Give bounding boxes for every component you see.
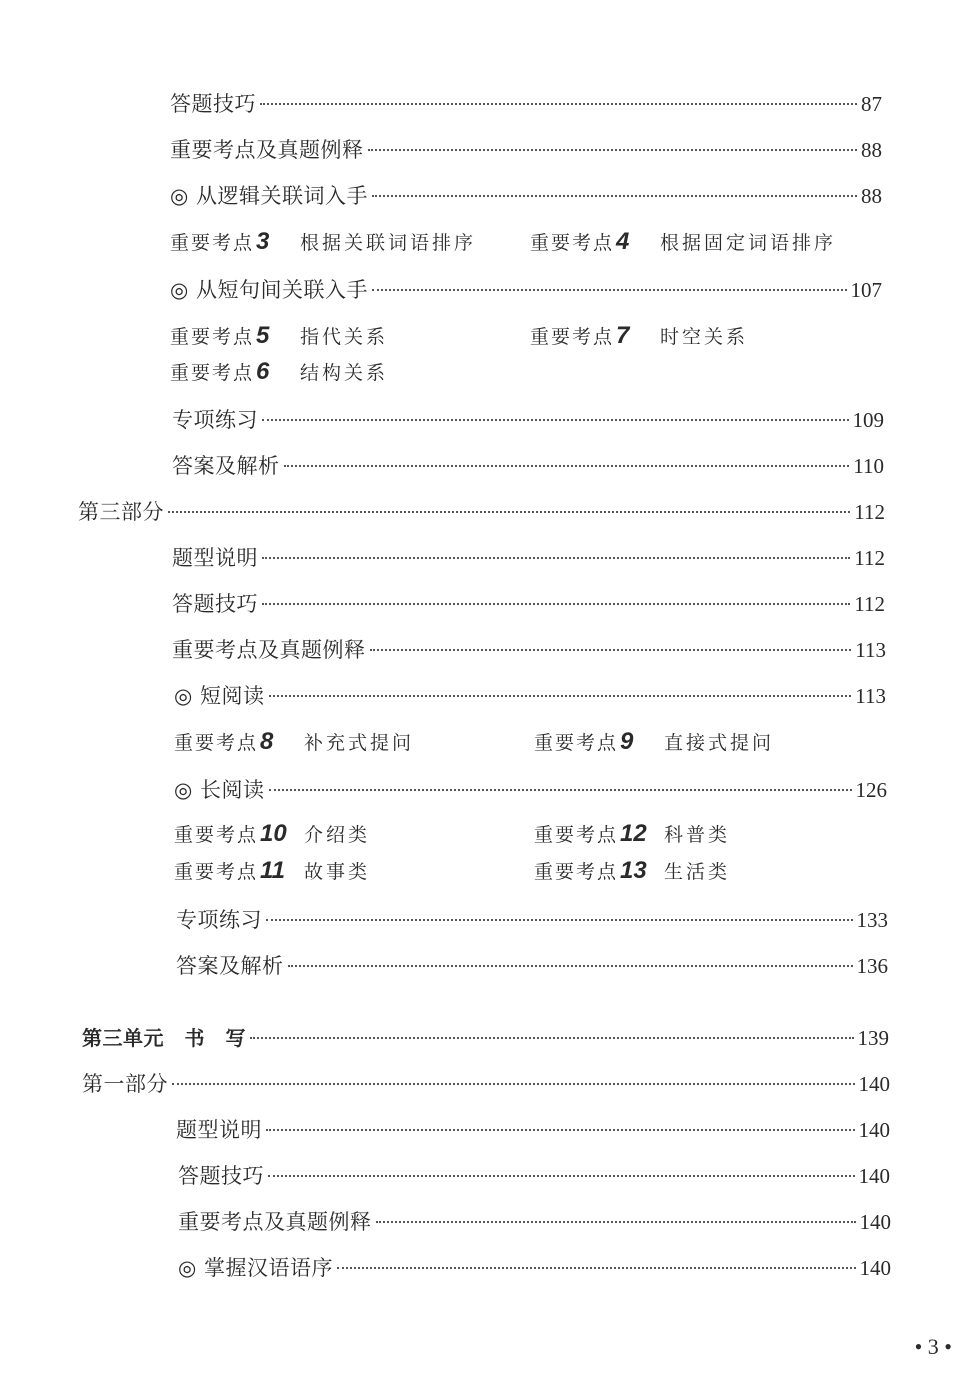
key-point-number: 10 xyxy=(260,820,287,847)
toc-entry-page: 88 xyxy=(861,138,882,162)
key-point-title: 科普类 xyxy=(664,824,731,846)
key-point-title: 故事类 xyxy=(304,861,371,883)
toc-entry-label: 答案及解析 xyxy=(172,454,280,478)
dot-leader xyxy=(368,149,858,151)
key-point-prefix: 重要考点 xyxy=(174,861,259,883)
key-point-prefix: 重要考点 xyxy=(170,326,255,348)
toc-entry-label: ◎ 从逻辑关联词入手 xyxy=(170,184,368,208)
toc-entry-page: 112 xyxy=(854,500,885,524)
key-point-prefix: 重要考点 xyxy=(170,362,255,384)
toc-entry[interactable] xyxy=(178,1160,890,1194)
key-point-number: 5 xyxy=(256,322,270,349)
key-point-title: 直接式提问 xyxy=(664,732,775,754)
toc-entry-label: 答题技巧 xyxy=(170,92,256,116)
toc-entry-page: 139 xyxy=(857,1026,889,1050)
toc-entry[interactable] xyxy=(178,1252,891,1286)
toc-entry[interactable] xyxy=(170,134,882,168)
dot-leader xyxy=(168,511,850,513)
key-point-number: 6 xyxy=(256,358,270,385)
dot-leader xyxy=(266,919,853,921)
toc-entry[interactable] xyxy=(176,950,888,984)
key-point-prefix: 重要考点 xyxy=(534,861,619,883)
toc-entry-label: ◎ 掌握汉语语序 xyxy=(178,1256,333,1280)
key-point-number: 13 xyxy=(620,857,647,884)
dot-leader xyxy=(268,1175,855,1177)
key-point-prefix: 重要考点 xyxy=(534,824,619,846)
toc-entry-page: 140 xyxy=(858,1118,890,1142)
toc-entry-label: 答题技巧 xyxy=(178,1164,264,1188)
toc-entry[interactable] xyxy=(170,274,882,308)
toc-entry-page: 136 xyxy=(856,954,888,978)
key-point-item xyxy=(534,728,774,756)
toc-entry-page: 140 xyxy=(858,1072,890,1096)
dot-leader xyxy=(372,195,857,197)
toc-entry[interactable] xyxy=(170,88,882,122)
key-point-item xyxy=(174,820,370,848)
key-point-title: 介绍类 xyxy=(304,824,371,846)
toc-entry-page: 113 xyxy=(855,684,886,708)
toc-entry-label: 第三单元 书 写 xyxy=(82,1026,246,1050)
toc-entry-label: ◎ 长阅读 xyxy=(174,778,265,802)
toc-entry-label: 专项练习 xyxy=(176,908,262,932)
toc-entry[interactable] xyxy=(174,680,886,714)
key-point-title: 根据关联词语排序 xyxy=(300,232,477,254)
key-point-item xyxy=(534,820,730,848)
toc-entry-page: 140 xyxy=(859,1210,891,1234)
key-point-title: 根据固定词语排序 xyxy=(660,232,837,254)
key-point-title: 生活类 xyxy=(664,861,731,883)
toc-entry-page: 110 xyxy=(853,454,884,478)
toc-entry-label: 题型说明 xyxy=(172,546,258,570)
key-point-item xyxy=(530,322,748,350)
dot-leader xyxy=(370,649,852,651)
toc-entry-page: 109 xyxy=(852,408,884,432)
key-point-item xyxy=(170,228,476,256)
dot-leader xyxy=(284,465,850,467)
toc-entry[interactable] xyxy=(82,1068,890,1102)
dot-leader xyxy=(376,1221,856,1223)
key-point-item xyxy=(530,228,836,256)
toc-entry[interactable] xyxy=(170,180,882,214)
dot-leader xyxy=(266,1129,855,1131)
key-point-item xyxy=(170,358,388,386)
toc-entry-label: 重要考点及真题例释 xyxy=(178,1210,372,1234)
key-point-number: 7 xyxy=(616,322,630,349)
toc-entry-label: 答案及解析 xyxy=(176,954,284,978)
toc-entry-page: 112 xyxy=(854,592,885,616)
key-point-item xyxy=(170,322,388,350)
toc-entry[interactable] xyxy=(176,904,888,938)
dot-leader xyxy=(269,789,852,791)
key-point-prefix: 重要考点 xyxy=(170,232,255,254)
toc-entry-page: 107 xyxy=(850,278,882,302)
toc-entry[interactable] xyxy=(78,496,885,530)
toc-entry-label: ◎ 短阅读 xyxy=(174,684,265,708)
toc-entry[interactable] xyxy=(174,774,887,808)
toc-entry[interactable] xyxy=(172,588,885,622)
toc-entry-page: 140 xyxy=(859,1256,891,1280)
toc-entry-page: 113 xyxy=(855,638,886,662)
key-point-item xyxy=(174,857,370,885)
dot-leader xyxy=(262,419,849,421)
toc-entry-label: 答题技巧 xyxy=(172,592,258,616)
key-point-number: 11 xyxy=(260,857,285,884)
toc-entry-label: 重要考点及真题例释 xyxy=(172,638,366,662)
dot-leader xyxy=(260,103,857,105)
key-point-title: 时空关系 xyxy=(660,326,749,348)
key-point-number: 9 xyxy=(620,728,634,755)
toc-entry-page: 112 xyxy=(854,546,885,570)
toc-entry-page: 87 xyxy=(861,92,882,116)
toc-entry[interactable] xyxy=(176,1114,890,1148)
toc-entry-label: 重要考点及真题例释 xyxy=(170,138,364,162)
key-point-prefix: 重要考点 xyxy=(174,732,259,754)
toc-entry-label: 第三部分 xyxy=(78,500,164,524)
dot-leader xyxy=(288,965,853,967)
key-point-number: 4 xyxy=(616,228,630,255)
key-point-number: 12 xyxy=(620,820,647,847)
dot-leader xyxy=(250,1037,854,1039)
dot-leader xyxy=(337,1267,856,1269)
toc-entry-page: 140 xyxy=(858,1164,890,1188)
dot-leader xyxy=(172,1083,855,1085)
toc-entry-label: 题型说明 xyxy=(176,1118,262,1142)
toc-entry-label: ◎ 从短句间关联入手 xyxy=(170,278,368,302)
key-point-prefix: 重要考点 xyxy=(530,232,615,254)
key-point-title: 指代关系 xyxy=(300,326,389,348)
dot-leader xyxy=(372,289,847,291)
toc-entry-page: 133 xyxy=(856,908,888,932)
toc-entry-label: 第一部分 xyxy=(82,1072,168,1096)
toc-entry-page: 126 xyxy=(855,778,887,802)
toc-entry[interactable] xyxy=(172,634,886,668)
key-point-number: 8 xyxy=(260,728,274,755)
dot-leader xyxy=(262,557,850,559)
key-point-prefix: 重要考点 xyxy=(174,824,259,846)
key-point-item xyxy=(534,857,730,885)
toc-entry-page: 88 xyxy=(861,184,882,208)
toc-entry[interactable] xyxy=(172,404,884,438)
toc-entry[interactable] xyxy=(172,542,885,576)
key-point-title: 补充式提问 xyxy=(304,732,415,754)
dot-leader xyxy=(269,695,852,697)
page-number: • 3 • xyxy=(914,1334,952,1359)
toc-entry[interactable] xyxy=(172,450,884,484)
key-point-item xyxy=(174,728,414,756)
key-point-number: 3 xyxy=(256,228,270,255)
key-point-prefix: 重要考点 xyxy=(534,732,619,754)
key-point-title: 结构关系 xyxy=(300,362,389,384)
toc-entry[interactable] xyxy=(178,1206,891,1240)
toc-entry-label: 专项练习 xyxy=(172,408,258,432)
dot-leader xyxy=(262,603,850,605)
key-point-prefix: 重要考点 xyxy=(530,326,615,348)
toc-entry[interactable] xyxy=(82,1022,889,1056)
